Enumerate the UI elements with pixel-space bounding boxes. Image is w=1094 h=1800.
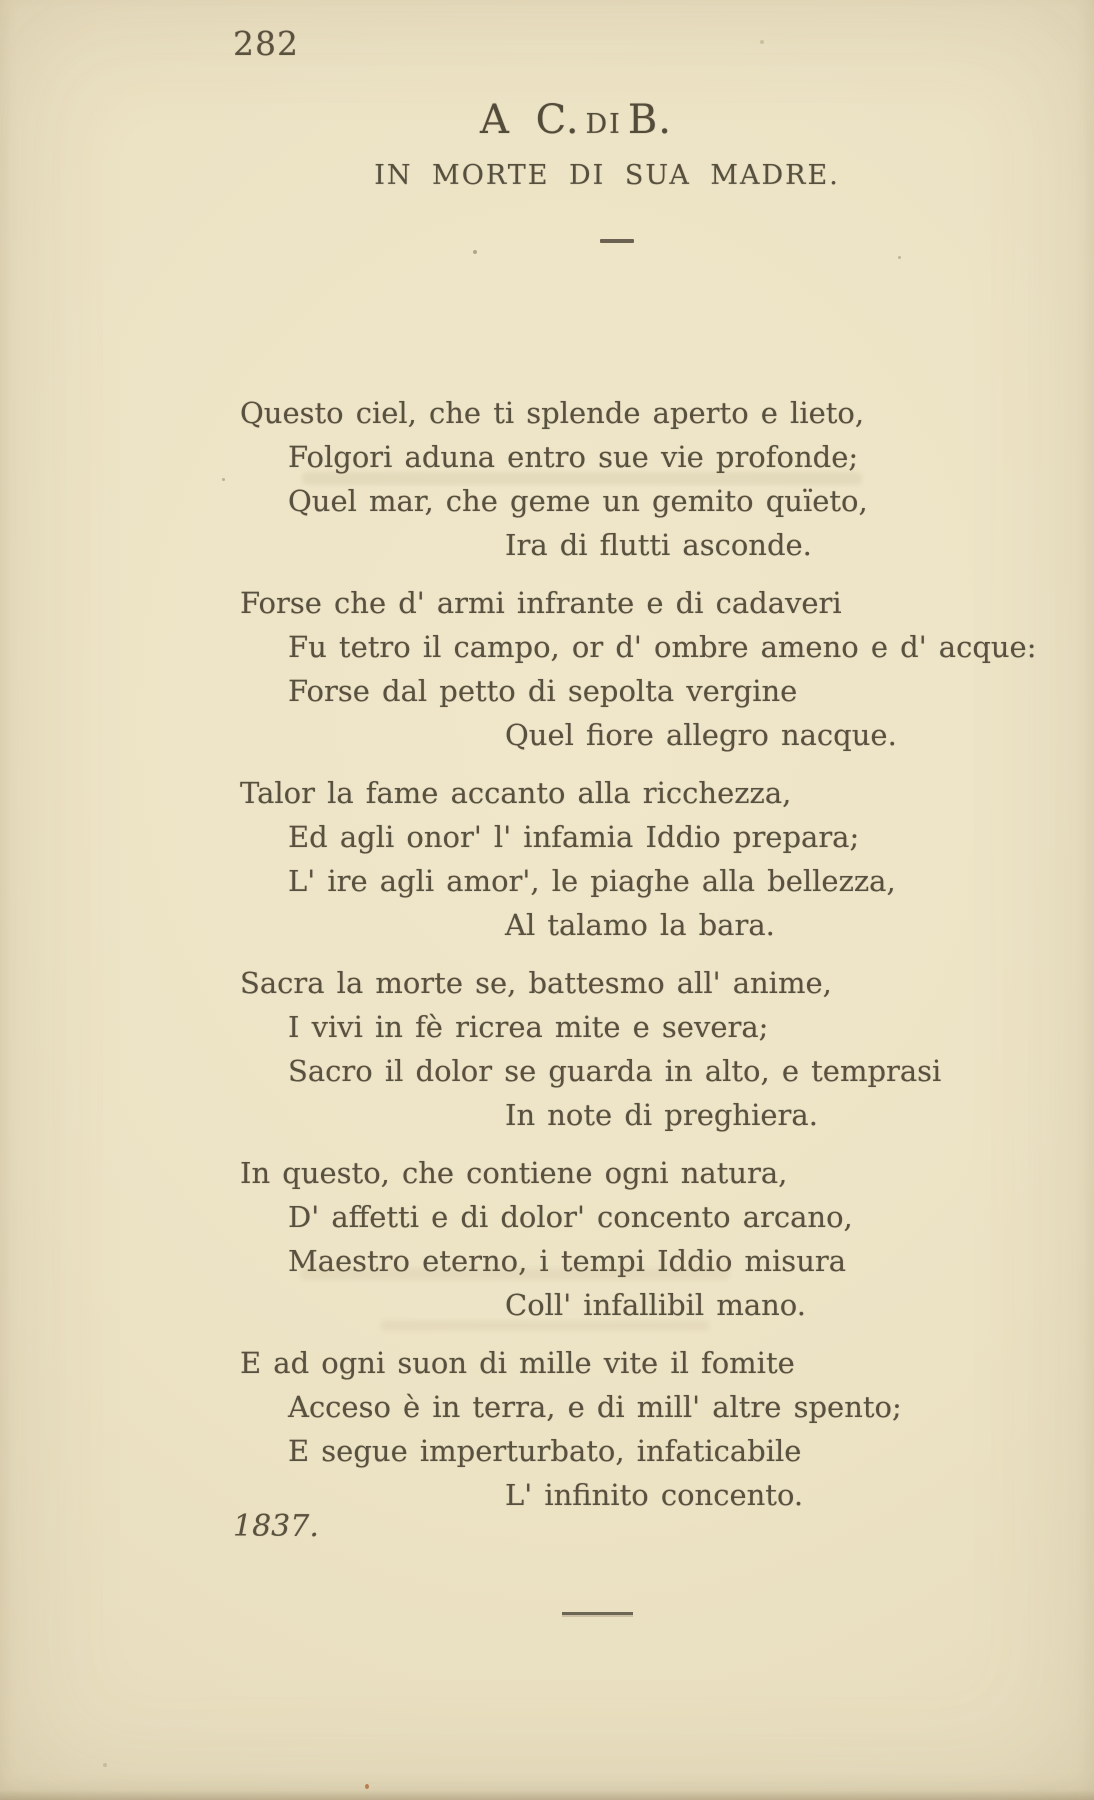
title-divider-rule	[600, 239, 634, 243]
poem-subtitle: IN MORTE DI SUA MADRE.	[374, 160, 840, 191]
poem-line: Folgori aduna entro sue vie profonde;	[288, 440, 859, 474]
stanza-4	[240, 961, 1060, 1137]
paper-speck	[103, 1763, 107, 1767]
poem-line: I vivi in fè ricrea mite e severa;	[288, 1010, 769, 1044]
poem-line: Maestro eterno, i tempi Iddio misura	[288, 1244, 847, 1278]
poem-line: Al talamo la bara.	[505, 908, 775, 942]
poem-line: L' infinito concento.	[505, 1478, 804, 1512]
page-number: 282	[233, 24, 299, 63]
stanza-2	[240, 581, 1060, 757]
poem-line: In questo, che contiene ogni natura,	[240, 1156, 788, 1190]
poem-line: Fu tetro il campo, or d' ombre ameno e d' acque:	[288, 630, 1037, 664]
poem-body	[240, 391, 1060, 1531]
title-part1: A C.	[480, 97, 580, 143]
poem-title	[480, 97, 672, 143]
poem-line: In note di preghiera.	[505, 1098, 818, 1132]
stanza-3	[240, 771, 1060, 947]
poem-line: Ira di flutti asconde.	[505, 528, 812, 562]
paper-speck	[760, 40, 764, 44]
poem-line: Sacro il dolor se guarda in alto, e temprasi	[288, 1054, 942, 1088]
paper-speck	[473, 250, 477, 254]
poem-line: Coll' infallibil mano.	[505, 1288, 806, 1322]
stanza-1	[240, 391, 1060, 567]
title-particle: DI	[585, 109, 622, 140]
poem-line: Talor la fame accanto alla ricchezza,	[240, 776, 792, 810]
stanza-5	[240, 1151, 1060, 1327]
poem-line: E ad ogni suon di mille vite il fomite	[240, 1346, 795, 1380]
poem-line: Questo ciel, che ti splende aperto e lieto,	[240, 396, 865, 430]
poem-line: Sacra la morte se, battesmo all' anime,	[240, 966, 832, 1000]
poem-line: Forse che d' armi infrante e di cadaveri	[240, 586, 842, 620]
poem-line: Acceso è in terra, e di mill' altre spento;	[288, 1390, 902, 1424]
poem-line: Ed agli onor' l' infamia Iddio prepara;	[288, 820, 860, 854]
poem-line: Quel fiore allegro nacque.	[505, 718, 897, 752]
title-part2: B.	[627, 97, 672, 143]
poem-line: E segue imperturbato, infaticabile	[288, 1434, 802, 1468]
poem-date: 1837.	[233, 1509, 319, 1544]
paper-speck	[898, 256, 901, 259]
paper-speck	[222, 478, 225, 481]
paper-speck	[365, 1784, 369, 1789]
poem-line: Quel mar, che geme un gemito quïeto,	[288, 484, 868, 518]
end-divider-rule	[562, 1612, 633, 1615]
poem-line: Forse dal petto di sepolta vergine	[288, 674, 798, 708]
poem-line: L' ire agli amor', le piaghe alla bellezza,	[288, 864, 896, 898]
stanza-6	[240, 1341, 1060, 1517]
poem-line: D' affetti e di dolor' concento arcano,	[288, 1200, 853, 1234]
